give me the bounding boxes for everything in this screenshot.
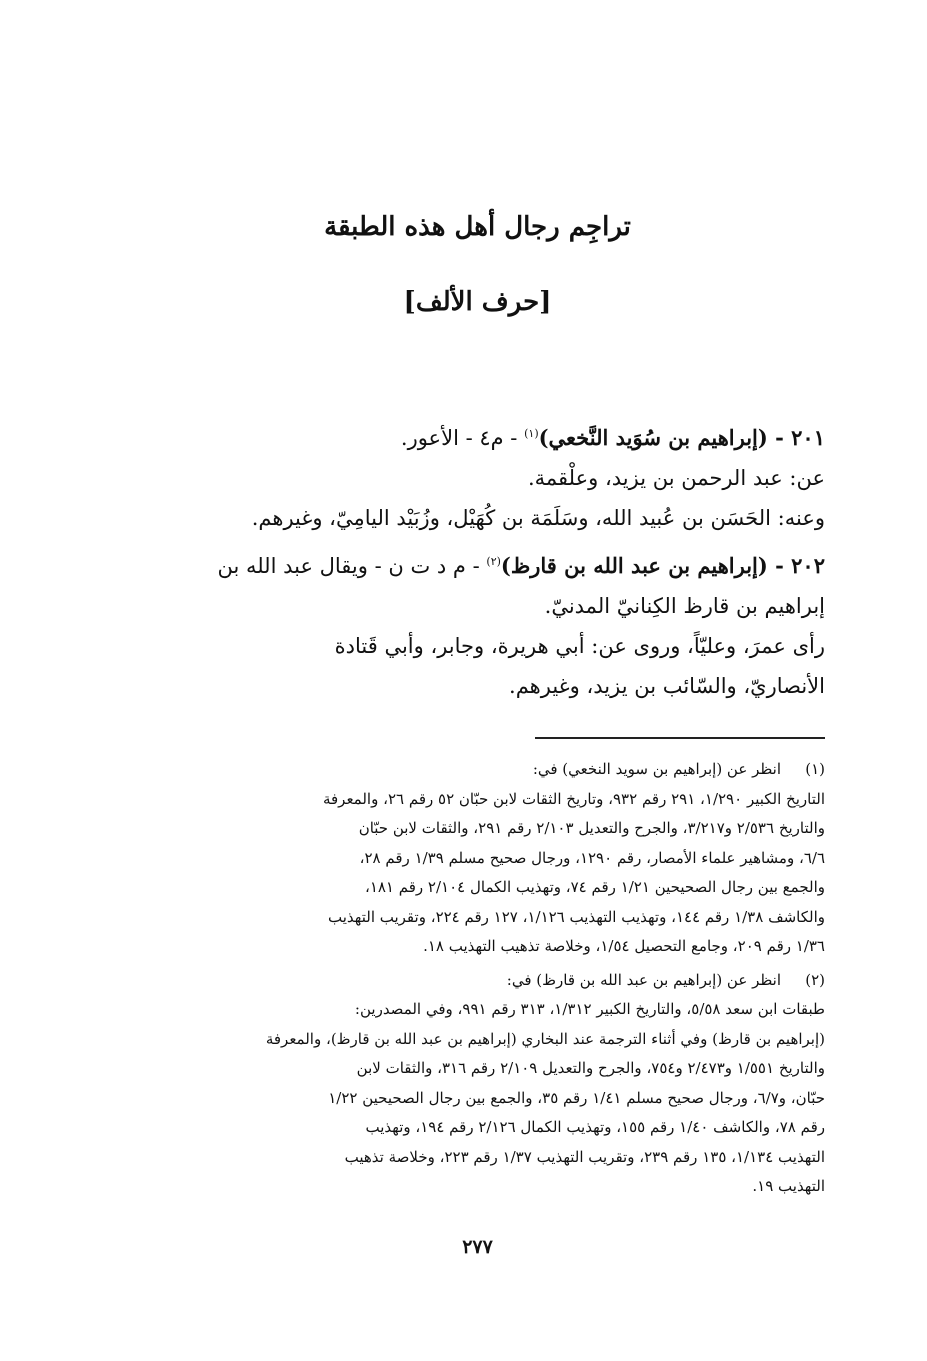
entry-201-line: عن: عبد الرحمن بن يزيد، وعلْقمة. [527,466,825,490]
footnote-line: التهذيب ١٩. [752,1177,825,1195]
footnotes [130,755,825,1202]
document-page [130,0,825,1361]
entry-202-header [130,546,825,586]
footnote-title: انظر عن (إبراهيم بن عبد الله بن قارظ) في: [506,970,781,989]
footnote-number: (٢) [805,970,825,989]
entry-202-line: الأنصاريّ، والسّائب بن يزيد، وغيرهم. [509,674,825,698]
biography-entries [130,418,825,706]
entry-201-name: ٢٠١ - (إبراهيم بن سُوَيد النَّخعي) [538,425,825,450]
page-number: ٢٧٧ [462,1236,493,1258]
footnote-2 [130,966,825,1202]
entry-202-name: ٢٠٢ - (إبراهيم بن عبد الله بن قارظ) [500,553,825,578]
entry-201-header [130,418,825,458]
entry-201-line: وعنه: الحَسَن بن عُبيد الله، وسَلَمَة بن كُهَيْل، وزُبَيْد اليامِيّ، وغيرهم. [251,506,825,530]
entry-201-tail: - م٤ - الأعور. [400,426,518,450]
section-heading: [حرف الألف] [403,287,552,317]
footnote-ref-2[interactable]: (٢) [486,555,501,568]
footnote-line: التهذيب ١/١٣٤، ١٣٥ رقم ٢٣٩، وتقريب التهذيب ١/٣٧ رقم ٢٢٣، وخلاصة تذهيب [344,1147,825,1166]
footnote-line: والتاريخ ٢/٥٣٦ و٣/٢١٧، والجرح والتعديل ٢/١٠٣ رقم ٢٩١، والثقات لابن حبّان [358,819,825,837]
entry-202-line: إبراهيم بن قارظ الكِنانيّ المدنيّ. [544,594,825,618]
footnote-line: التاريخ الكبير ١/٢٩٠، ٢٩١ رقم ٩٣٢، وتاريخ الثقات لابن حبّان ٥٢ رقم ٢٦، والمعرفة [322,789,825,808]
footnote-line: رقم ٧٨، والكاشف ١/٤٠ رقم ١٥٥، وتهذيب الكمال ٢/١٢٦ رقم ١٩٤، وتهذيب [365,1118,825,1136]
footnote-line: (إبراهيم بن قارظ) وفي أثناء الترجمة عند البخاري (إبراهيم بن عبد الله بن قارظ)، والمعرفة [265,1029,825,1048]
footnote-ref-1[interactable]: (١) [524,427,539,440]
footnote-line: والجمع بين رجال الصحيحين ١/٢١ رقم ٧٤، وتهذيب الكمال ٢/١٠٤ رقم ١٨١، [364,878,825,896]
footnote-title: انظر عن (إبراهيم بن سويد النخعي) في: [532,760,781,778]
footnote-divider [535,737,825,739]
footnote-line: حبّان، و٦/٧، ورجال صحيح مسلم ١/٤١ رقم ٣٥، والجمع بين رجال الصحيحين ١/٢٢ [328,1088,825,1107]
footnote-line: ١/٣٦ رقم ٢٠٩، وجامع التحصيل ١/٥٤، وخلاصة تذهيب التهذيب ١٨. [423,937,825,955]
footnote-line: طبقات ابن سعد ٥/٥٨، والتاريخ الكبير ١/٣١٢، ٣١٣ رقم ٩٩١، وفي المصدرين: [354,1000,825,1018]
entry-202-line: رأى عمرَ، وعليّاً، وروى عن: أبي هريرة، وجابر، وأبي قَتادة [334,634,825,658]
footnote-number: (١) [805,760,825,778]
footnote-1 [130,755,825,962]
page-title: تراجِم رجال أهل هذه الطبقة [324,212,631,242]
footnote-line: والتاريخ ١/٥٥١ و٢/٤٧٣ و٧٥٤، والجرح والتعديل ٢/١٠٩ رقم ٣١٦، والثقات لابن [356,1059,825,1077]
footnote-line: والكاشف ١/٣٨ رقم ١٤٤، وتهذيب التهذيب ١/١٢٦، ١٢٧ رقم ٢٢٤، وتقريب التهذيب [328,907,825,926]
footnote-line: ٦/٦، ومشاهير علماء الأمصار، رقم ١٢٩٠، ورجال صحيح مسلم ١/٣٩ رقم ٢٨، [359,848,825,867]
entry-202-tail: - م د ت ن - ويقال عبد الله بن [217,554,480,578]
